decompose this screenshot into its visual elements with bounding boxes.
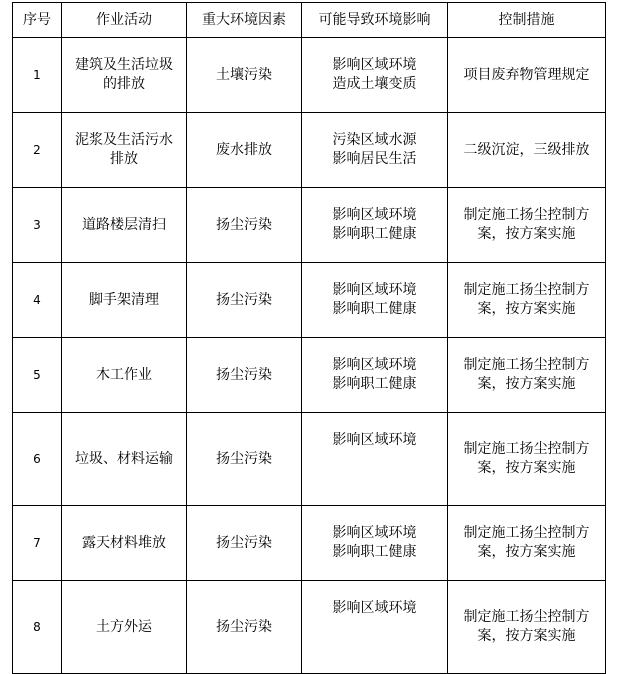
impact-line: 影响职工健康 — [332, 376, 417, 392]
table-row — [13, 506, 606, 581]
impact-line: 影响区域环境 — [332, 357, 417, 373]
impact-line: 影响职工健康 — [332, 301, 417, 317]
row-number-cell: 3 — [13, 188, 62, 263]
impact-cell — [302, 38, 448, 113]
activity-cell — [62, 338, 187, 413]
factor-cell: 扬尘污染 — [187, 506, 302, 581]
impact-line: 影响职工健康 — [332, 226, 417, 242]
measure-line: 制定施工扬尘控制方 — [463, 282, 590, 298]
table-row — [13, 413, 606, 506]
factor-cell: 扬尘污染 — [187, 263, 302, 338]
measure-line: 项目废弃物管理规定 — [463, 66, 590, 83]
measure-cell — [448, 338, 606, 413]
measure-line: 案，按方案实施 — [477, 544, 576, 560]
impact-line: 影响区域环境 — [332, 57, 417, 73]
measure-cell — [448, 38, 606, 113]
activity-line: 的排放 — [103, 76, 145, 92]
measure-line: 案，按方案实施 — [477, 226, 576, 242]
measure-cell — [448, 581, 606, 674]
measure-line: 案，按方案实施 — [477, 301, 576, 317]
factor-cell: 废水排放 — [187, 113, 302, 188]
measure-cell — [448, 506, 606, 581]
table-row — [13, 188, 606, 263]
row-number-cell: 2 — [13, 113, 62, 188]
row-number-cell: 8 — [13, 581, 62, 674]
impact-line: 影响职工健康 — [332, 544, 417, 560]
environmental-factors-table — [12, 2, 606, 674]
activity-line: 道路楼层清扫 — [82, 216, 166, 233]
factor-cell: 扬尘污染 — [187, 581, 302, 674]
measure-cell — [448, 413, 606, 506]
measure-line: 制定施工扬尘控制方 — [463, 525, 590, 541]
activity-line: 木工作业 — [96, 366, 152, 383]
table-body — [13, 3, 606, 674]
table-row — [13, 38, 606, 113]
measure-line: 制定施工扬尘控制方 — [463, 441, 590, 457]
activity-line: 泥浆及生活污水 — [75, 132, 173, 148]
impact-line: 影响区域环境 — [332, 600, 417, 616]
header-cell-measure: 控制措施 — [448, 3, 606, 38]
impact-cell — [302, 581, 448, 674]
activity-line: 垃圾、材料运输 — [75, 450, 173, 467]
table-row — [13, 338, 606, 413]
row-number-cell: 6 — [13, 413, 62, 506]
table-row — [13, 581, 606, 674]
header-cell-no: 序号 — [13, 3, 62, 38]
impact-line: 影响区域环境 — [332, 432, 417, 448]
impact-cell — [302, 263, 448, 338]
measure-cell — [448, 113, 606, 188]
activity-cell — [62, 38, 187, 113]
measure-line: 案，按方案实施 — [477, 628, 576, 644]
impact-cell — [302, 113, 448, 188]
row-number-cell: 1 — [13, 38, 62, 113]
table-row — [13, 113, 606, 188]
measure-line: 制定施工扬尘控制方 — [463, 357, 590, 373]
activity-line: 露天材料堆放 — [82, 534, 166, 551]
activity-cell — [62, 413, 187, 506]
measure-cell — [448, 188, 606, 263]
row-number-cell: 7 — [13, 506, 62, 581]
activity-line: 建筑及生活垃圾 — [75, 57, 173, 73]
impact-line: 污染区域水源 — [332, 132, 417, 148]
activity-cell — [62, 113, 187, 188]
activity-cell — [62, 188, 187, 263]
row-number-cell: 4 — [13, 263, 62, 338]
impact-cell — [302, 188, 448, 263]
activity-line: 土方外运 — [96, 618, 152, 635]
impact-line: 影响区域环境 — [332, 525, 417, 541]
header-cell-activity: 作业活动 — [62, 3, 187, 38]
impact-line: 影响居民生活 — [332, 151, 417, 167]
activity-cell — [62, 581, 187, 674]
factor-cell: 扬尘污染 — [187, 413, 302, 506]
factor-cell: 土壤污染 — [187, 38, 302, 113]
row-number-cell: 5 — [13, 338, 62, 413]
factor-cell: 扬尘污染 — [187, 188, 302, 263]
header-row — [13, 3, 606, 38]
impact-cell — [302, 506, 448, 581]
header-cell-impact: 可能导致环境影响 — [302, 3, 448, 38]
activity-line: 脚手架清理 — [89, 291, 159, 308]
measure-line: 案，按方案实施 — [477, 460, 576, 476]
header-cell-factor: 重大环境因素 — [187, 3, 302, 38]
impact-line: 造成土壤变质 — [332, 76, 417, 92]
activity-cell — [62, 263, 187, 338]
measure-line: 案，按方案实施 — [477, 376, 576, 392]
measure-cell — [448, 263, 606, 338]
impact-cell — [302, 338, 448, 413]
table-row — [13, 263, 606, 338]
measure-line: 二级沉淀，三级排放 — [463, 141, 590, 158]
activity-line: 排放 — [110, 151, 138, 167]
impact-line: 影响区域环境 — [332, 282, 417, 298]
measure-line: 制定施工扬尘控制方 — [463, 609, 590, 625]
activity-cell — [62, 506, 187, 581]
measure-line: 制定施工扬尘控制方 — [463, 207, 590, 223]
impact-cell — [302, 413, 448, 506]
factor-cell: 扬尘污染 — [187, 338, 302, 413]
impact-line: 影响区域环境 — [332, 207, 417, 223]
